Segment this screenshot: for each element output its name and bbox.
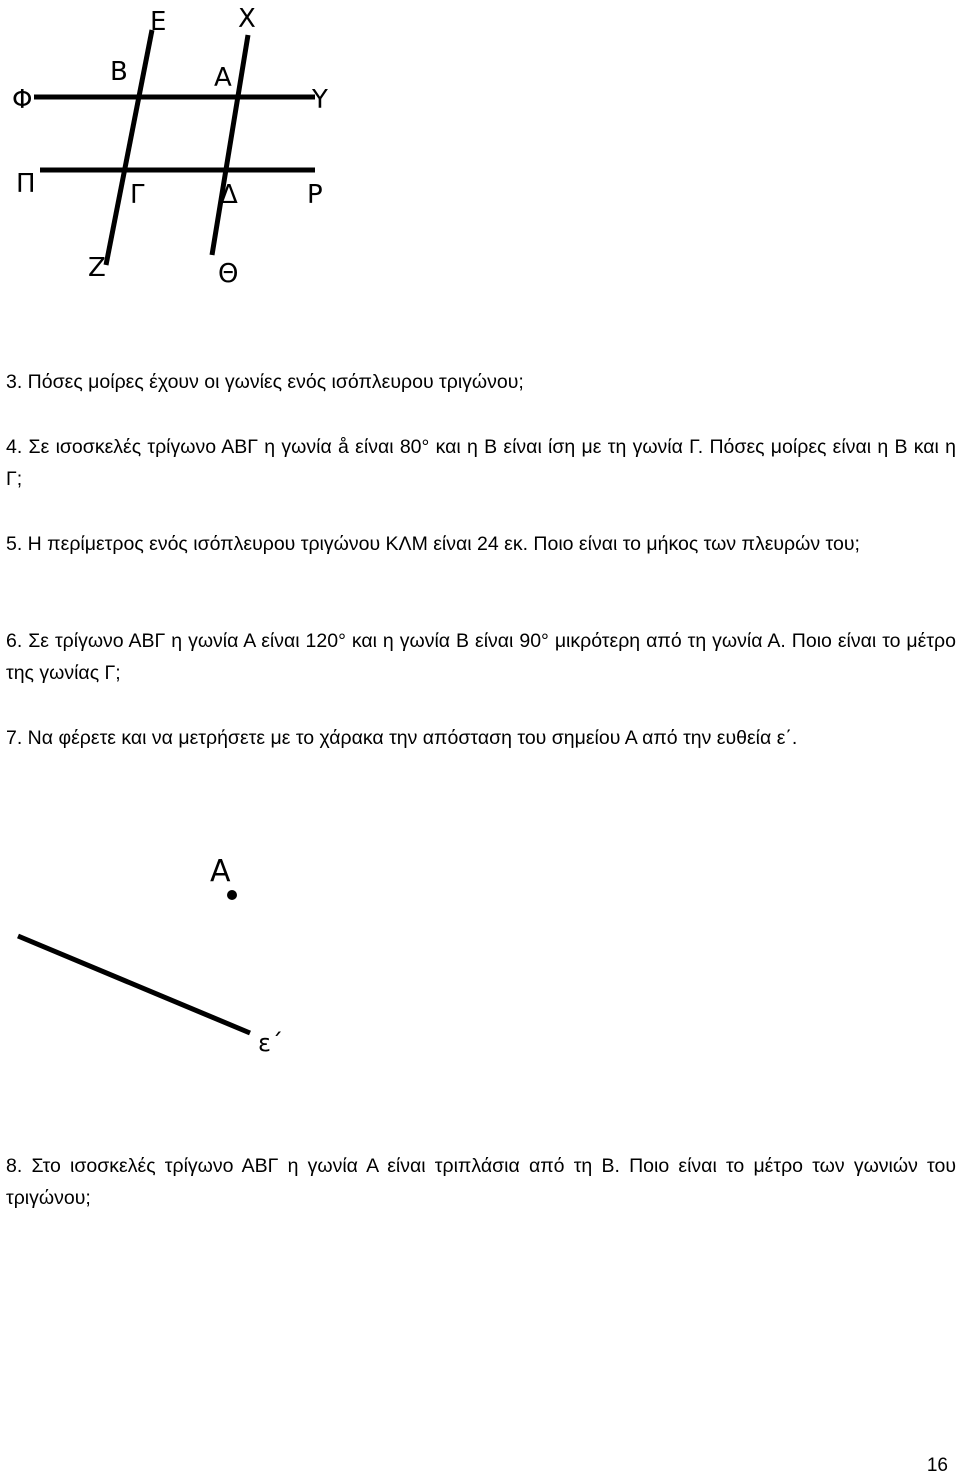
label-e: Ε <box>150 7 167 37</box>
label-b: Β <box>110 57 128 87</box>
parallel-lines-figure <box>0 0 340 330</box>
label-phi: Φ <box>12 85 33 115</box>
question-3: 3. Πόσες μοίρες έχουν οι γωνίες ενός ισόπλευρου τριγώνου; <box>6 371 524 393</box>
question-7: 7. Να φέρετε και να μετρήσετε με το χάρακα την απόσταση του σημείου Α από την ευθεία ε΄. <box>6 727 798 749</box>
question-6: 6. Σε τρίγωνο ΑΒΓ η γωνία Α είναι 120° και η γωνία Β είναι 90° μικρότερη από τη γωνία Α. Ποιο είναι το μέτρο της γωνίας Γ; <box>6 630 956 684</box>
label-a: Α <box>214 63 232 93</box>
label-r: Ρ <box>307 180 323 210</box>
label-z: Ζ <box>88 253 106 283</box>
label-y: Υ <box>312 85 328 115</box>
line-label: ε΄ <box>258 1029 283 1057</box>
label-pi: Π <box>16 169 36 199</box>
label-x: Χ <box>238 4 256 34</box>
label-d: Δ <box>220 180 238 210</box>
label-g: Γ <box>130 180 145 210</box>
line-e-prime <box>18 936 250 1033</box>
label-th: Θ <box>218 259 239 289</box>
page-number: 16 <box>926 1455 948 1476</box>
point-label: Α <box>210 854 231 889</box>
point-a <box>227 890 237 900</box>
question-8: 8. Στο ισοσκελές τρίγωνο ΑΒΓ η γωνία Α είναι τριπλάσια από τη Β. Ποιο είναι το μέτρο των γωνιών του τριγώνου; <box>6 1155 956 1209</box>
question-4: 4. Σε ισοσκελές τρίγωνο ΑΒΓ η γωνία å είναι 80° και η Β είναι ίση με τη γωνία Γ. Πόσες μοίρες είναι η Β και η Γ; <box>6 436 956 490</box>
question-5: 5. Η περίμετρος ενός ισόπλευρου τριγώνου ΚΛΜ είναι 24 εκ. Ποιο είναι το μήκος των πλευρών του; <box>6 533 860 555</box>
point-line-figure <box>0 815 340 1145</box>
